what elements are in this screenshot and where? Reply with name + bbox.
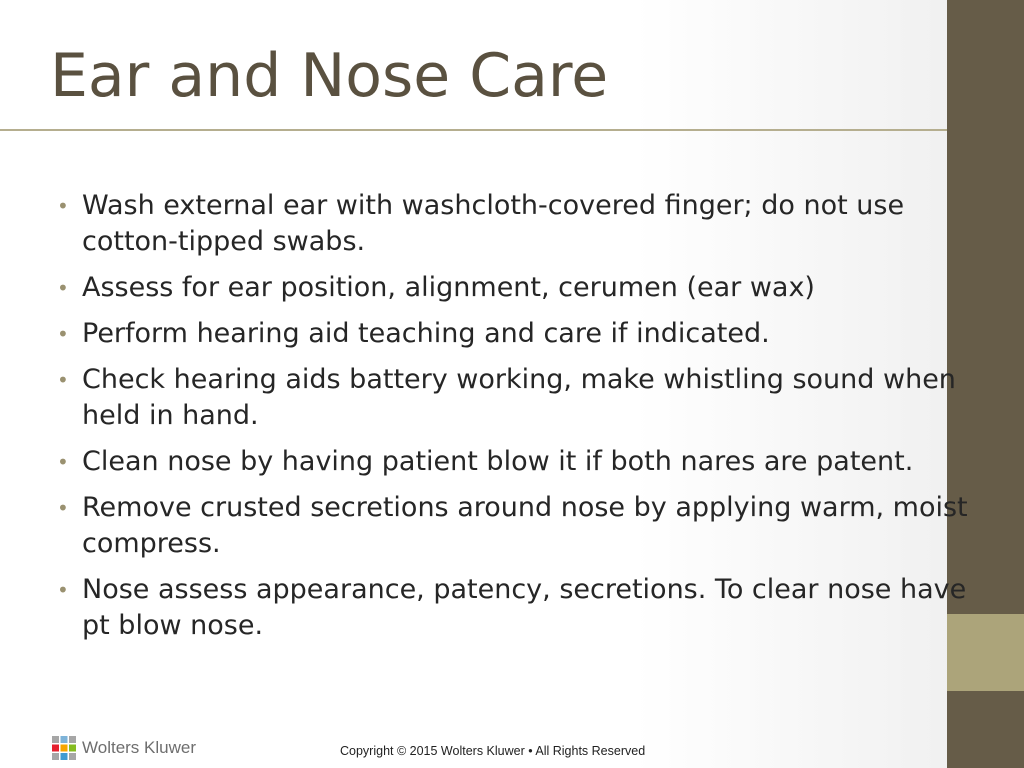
bullet-dot-icon: • bbox=[57, 496, 69, 520]
bullet-dot-icon: • bbox=[57, 322, 69, 346]
bullet-text: Nose assess appearance, patency, secretions. To clear nose have pt blow nose. bbox=[82, 574, 967, 641]
title-divider bbox=[0, 129, 947, 131]
bullet-item bbox=[57, 270, 947, 306]
bullet-dot-icon: • bbox=[57, 368, 69, 392]
bullet-text: Assess for ear position, alignment, cerumen (ear wax) bbox=[82, 272, 815, 303]
bullet-dot-icon: • bbox=[57, 194, 69, 218]
bullet-item bbox=[57, 316, 947, 352]
bullet-list bbox=[57, 188, 968, 654]
bullet-dot-icon: • bbox=[57, 276, 69, 300]
copyright-notice: Copyright © 2015 Wolters Kluwer • All Rights Reserved bbox=[340, 744, 646, 758]
bullet-text: Perform hearing aid teaching and care if indicated. bbox=[82, 318, 770, 349]
wolters-kluwer-logo-icon bbox=[52, 736, 76, 760]
bullet-item bbox=[57, 490, 968, 562]
bullet-item bbox=[57, 188, 947, 260]
logo-text: Wolters Kluwer bbox=[82, 738, 196, 757]
slide-title: Ear and Nose Care bbox=[50, 41, 609, 111]
footer-logo bbox=[52, 736, 196, 760]
bullet-item bbox=[57, 572, 967, 644]
bullet-text: Check hearing aids battery working, make whistling sound when held in hand. bbox=[82, 364, 956, 431]
bullet-text: Remove crusted secretions around nose by applying warm, moist compress. bbox=[82, 492, 968, 559]
bullet-item bbox=[57, 444, 947, 480]
bullet-text: Wash external ear with washcloth-covered finger; do not use cotton-tipped swabs. bbox=[82, 190, 905, 257]
bullet-dot-icon: • bbox=[57, 450, 69, 474]
bullet-dot-icon: • bbox=[57, 578, 69, 602]
bullet-item bbox=[57, 362, 956, 434]
bullet-text: Clean nose by having patient blow it if both nares are patent. bbox=[82, 446, 914, 477]
